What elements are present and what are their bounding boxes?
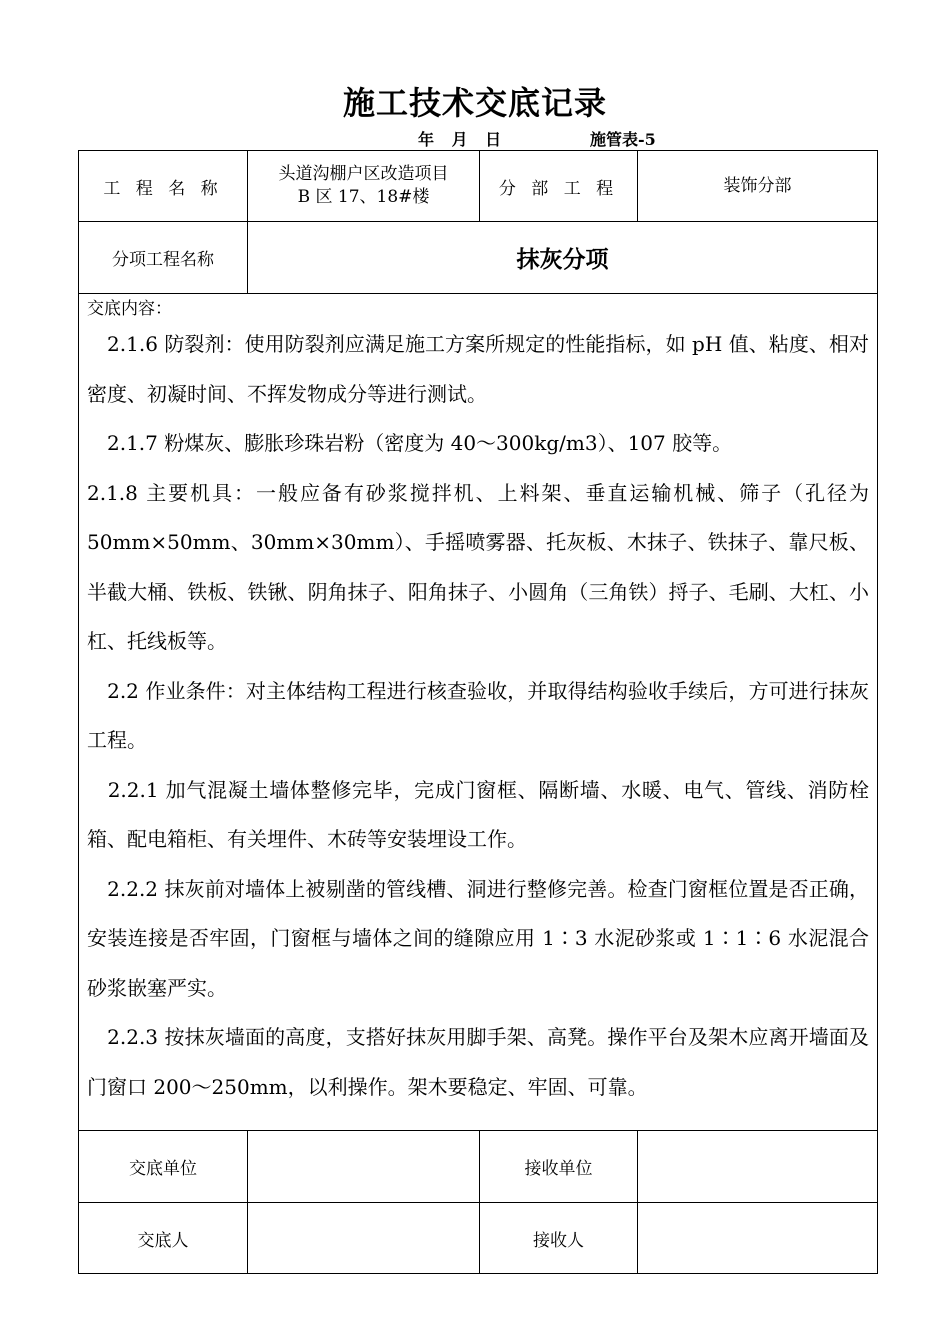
content-paragraph: 2.2.1 加气混凝土墙体整修完毕，完成门窗框、隔断墙、水暖、电气、管线、消防栓箱、配电箱柜、有关埋件、木砖等安装埋设工作。 [87, 777, 869, 851]
content-paragraph: 2.2.2 抹灰前对墙体上被剔凿的管线槽、洞进行整修完善。检查门窗框位置是否正确，安装连接是否牢固，门窗框与墙体之间的缝隙应用 1∶3 水泥砂浆或 1∶1∶6 水泥混合砂浆嵌塞严实。 [87, 876, 869, 1000]
receiver-label: 接收人 [480, 1203, 638, 1274]
date-label: 年 月 日 [418, 130, 508, 149]
record-table [78, 150, 878, 1274]
project-name-line1: 头道沟棚户区改造项目 [278, 164, 449, 184]
content-row [79, 294, 878, 1131]
issuer-field[interactable] [248, 1203, 480, 1274]
page-title: 施工技术交底记录 [342, 84, 607, 122]
division-value: 装饰分部 [638, 151, 878, 222]
content-paragraph: 2.1.6 防裂剂：使用防裂剂应满足施工方案所规定的性能指标，如 pH 值、粘度、相对密度、初凝时间、不挥发物成分等进行测试。 [87, 332, 869, 406]
receiving-unit-label: 接收单位 [480, 1131, 638, 1203]
person-row [79, 1203, 878, 1274]
content-paragraph: 2.1.8 主要机具：一般应备有砂浆搅拌机、上料架、垂直运输机械、筛子（孔径为 50mm×50mm、30mm×30mm）、手摇喷雾器、托灰板、木抹子、铁抹子、靠尺板、半截大桶、铁板、铁锹、阴角抹子、阳角抹子、小圆角（三角铁）捋子、毛刷、大杠、小杠、托线板等。 [87, 480, 869, 653]
subitem-value: 抹灰分项 [248, 222, 878, 294]
content-paragraph: 2.2.3 按抹灰墙面的高度，支搭好抹灰用脚手架、高凳。操作平台及架木应离开墙面及门窗口 200～250mm，以利操作。架木要稳定、牢固、可靠。 [87, 1025, 869, 1099]
project-name-value [248, 151, 480, 222]
unit-row [79, 1131, 878, 1203]
receiver-field[interactable] [638, 1203, 878, 1274]
subitem-label: 分项工程名称 [79, 222, 248, 294]
form-number: 施管表-5 [590, 130, 656, 149]
division-label: 分 部 工 程 [480, 151, 638, 222]
issuing-unit-field[interactable] [248, 1131, 480, 1203]
project-name-line2: B 区 17、18#楼 [297, 187, 430, 207]
issuer-label: 交底人 [79, 1203, 248, 1274]
receiving-unit-field[interactable] [638, 1131, 878, 1203]
content-label: 交底内容： [87, 299, 172, 319]
content-paragraph: 2.1.7 粉煤灰、膨胀珍珠岩粉（密度为 40～300kg/m3）、107 胶等。 [87, 431, 733, 455]
subitem-row [79, 222, 878, 294]
content-cell [79, 294, 878, 1131]
content-paragraph: 2.2 作业条件：对主体结构工程进行核查验收，并取得结构验收手续后，方可进行抹灰工程。 [87, 678, 869, 752]
project-name-label: 工 程 名 称 [79, 151, 248, 222]
issuing-unit-label: 交底单位 [79, 1131, 248, 1203]
project-row [79, 151, 878, 222]
